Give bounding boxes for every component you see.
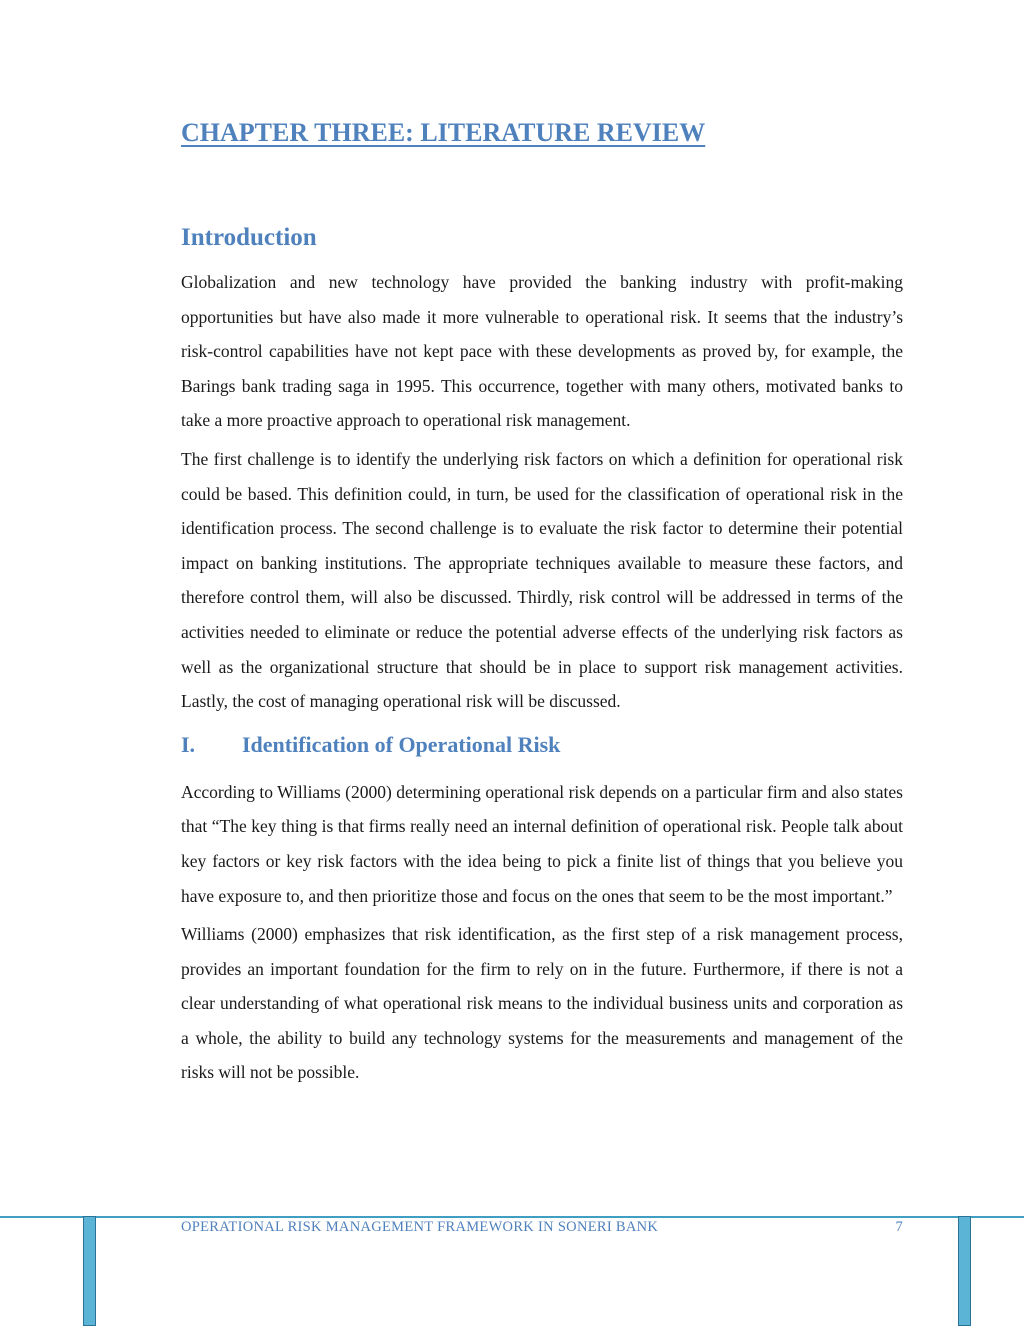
chapter-title: CHAPTER THREE: LITERATURE REVIEW xyxy=(181,118,706,147)
document-body xyxy=(181,220,903,1094)
section-one-paragraph-2: Williams (2000) emphasizes that risk identification, as the first step of a risk management process, provides an important foundation for the firm to rely on in the future. Furthermore, if there is not a clear understanding of what operational risk means to the individual business units and corporation as a whole, the ability to build any technology systems for the measurements and management of the risks will not be possible. xyxy=(181,924,903,1083)
footer-left-bar xyxy=(83,1216,96,1326)
section-one-title: Identification of Operational Risk xyxy=(242,731,561,757)
introduction-paragraph-2: The first challenge is to identify the underlying risk factors on which a definition for operational risk could be based. This definition could, in turn, be used for the classification of operational risk in the identification process. The second challenge is to evaluate the risk factor to determine their potential impact on banking institutions. The appropriate techniques available to measure these factors, and therefore control them, will also be discussed. Thirdly, risk control will be addressed in terms of the activities needed to eliminate or reduce the potential adverse effects of the underlying risk factors as well as the organizational structure that should be in place to support risk management activities. Lastly, the cost of managing operational risk will be discussed. xyxy=(181,448,903,712)
section-one-number: I. xyxy=(181,731,196,757)
section-one-paragraph-1: According to Williams (2000) determining operational risk depends on a particular firm and also states that “The key thing is that firms really need an internal definition of operational risk. People talk about key factors or key risk factors with the idea being to pick a finite list of things that you believe you have exposure to, and then prioritize those and focus on the ones that seem to be the most important.” xyxy=(181,781,903,906)
footer-rule xyxy=(0,1216,1024,1218)
footer-right-bar xyxy=(958,1216,971,1326)
introduction-paragraph-1: Globalization and new technology have provided the banking industry with profit-making opportunities but have also made it more vulnerable to operational risk. It seems that the industry’s risk-control capabilities have not kept pace with these developments as proved by, for example, the Barings bank trading saga in 1995. This occurrence, together with many others, motivated banks to take a more proactive approach to operational risk management. xyxy=(181,272,903,431)
footer-title: OPERATIONAL RISK MANAGEMENT FRAMEWORK IN SONERI BANK xyxy=(181,1219,659,1235)
introduction-heading: Introduction xyxy=(181,224,317,251)
section-one-heading xyxy=(181,727,903,763)
page-number: 7 xyxy=(895,1219,903,1235)
page-footer xyxy=(181,1219,903,1236)
